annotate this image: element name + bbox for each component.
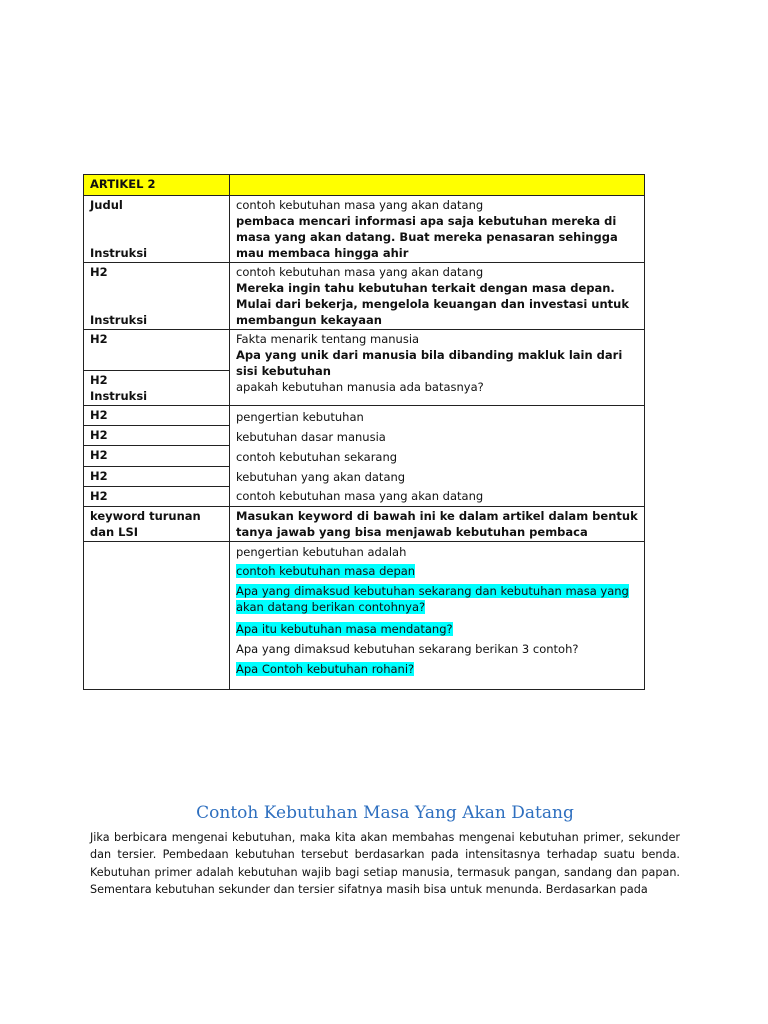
row-content-cell — [230, 263, 645, 330]
row-instruction: Apa yang unik dari manusia bila dibanding makluk lain dari sisi kebutuhan — [236, 348, 623, 378]
keyword-instruction-cell: Masukan keyword di bawah ini ke dalam artikel dalam bentuk tanya jawab yang bisa menjawab kebutuhan pembaca — [230, 507, 645, 542]
row-label: Instruksi — [90, 313, 148, 327]
article-title: Contoh Kebutuhan Masa Yang Akan Datang — [196, 803, 574, 823]
row-subtopic: apakah kebutuhan manusia ada batasnya? — [236, 380, 484, 394]
table-row — [84, 196, 645, 263]
keyword-item-highlighted: Apa Contoh kebutuhan rohani? — [236, 662, 415, 676]
row-topic: kebutuhan dasar manusia — [236, 430, 386, 444]
row-label: Instruksi — [90, 389, 148, 403]
header-cell-article: ARTIKEL 2 — [84, 175, 230, 196]
row-content-cell — [230, 196, 645, 263]
row-label-cell — [84, 371, 230, 406]
row-topic: contoh kebutuhan masa yang akan datang — [236, 489, 484, 503]
article-paragraph: Jika berbicara mengenai kebutuhan, maka kita akan membahas mengenai kebutuhan primer, sekunder dan tersier. Pembedaan kebutuhan tersebut berdasarkan pada intensitasnya terhadap suatu benda. Kebutuhan primer adalah kebutuhan wajib bagi setiap manusia, termasuk pangan, sandang dan papan. Sementara kebutuhan sekunder dan tersier sifatnya masih bisa untuk menunda. Berdasarkan pada — [90, 831, 680, 896]
keyword-list-cell — [230, 542, 645, 690]
row-instruction: Mereka ingin tahu kebutuhan terkait dengan masa depan. Mulai dari bekerja, mengelola keuangan dan investasi untuk membangun kekayaan — [236, 281, 630, 327]
row-topic: Fakta menarik tentang manusia — [236, 332, 420, 346]
row-label-cell: H2 — [84, 466, 230, 486]
row-label-cell: H2 — [84, 446, 230, 466]
row-label: H2 — [90, 265, 108, 279]
table-row — [84, 330, 645, 371]
row-label-cell: H2 — [84, 330, 230, 371]
table-header-row — [84, 175, 645, 196]
table-row — [84, 542, 645, 690]
row-label-cell — [84, 196, 230, 263]
keyword-item: Apa yang dimaksud kebutuhan sekarang berikan 3 contoh? — [236, 642, 579, 656]
row-label: Instruksi — [90, 246, 148, 260]
keyword-item-highlighted: Apa yang dimaksud kebutuhan sekarang dan kebutuhan masa yang akan datang berikan contohnya? — [236, 584, 629, 614]
keyword-label-cell: keyword turunan dan LSI — [84, 507, 230, 542]
table-row — [84, 507, 645, 542]
row-label-cell — [84, 263, 230, 330]
row-label: Judul — [90, 198, 123, 212]
table-row — [84, 263, 645, 330]
row-topic: contoh kebutuhan masa yang akan datang — [236, 265, 484, 279]
row-topic: pengertian kebutuhan — [236, 410, 364, 424]
row-topic: kebutuhan yang akan datang — [236, 470, 406, 484]
row-topic: contoh kebutuhan masa yang akan datang — [236, 198, 484, 212]
keyword-item-highlighted: Apa itu kebutuhan masa mendatang? — [236, 622, 453, 636]
row-label-cell: H2 — [84, 486, 230, 506]
row-content-cell — [230, 406, 645, 507]
row-label: H2 — [90, 373, 108, 387]
article-section — [90, 803, 680, 898]
row-topic: contoh kebutuhan sekarang — [236, 450, 398, 464]
header-cell-empty — [230, 175, 645, 196]
row-content-cell — [230, 330, 645, 406]
empty-cell — [84, 542, 230, 690]
keyword-item-highlighted: contoh kebutuhan masa depan — [236, 564, 416, 578]
article-plan-table-container — [83, 174, 644, 690]
table-row — [84, 406, 645, 426]
article-plan-table — [83, 174, 645, 690]
keyword-item: pengertian kebutuhan adalah — [236, 545, 407, 559]
row-instruction: pembaca mencari informasi apa saja kebutuhan mereka di masa yang akan datang. Buat mereka penasaran sehingga mau membaca hingga ahir — [236, 214, 618, 260]
row-label-cell: H2 — [84, 406, 230, 426]
row-label-cell: H2 — [84, 426, 230, 446]
